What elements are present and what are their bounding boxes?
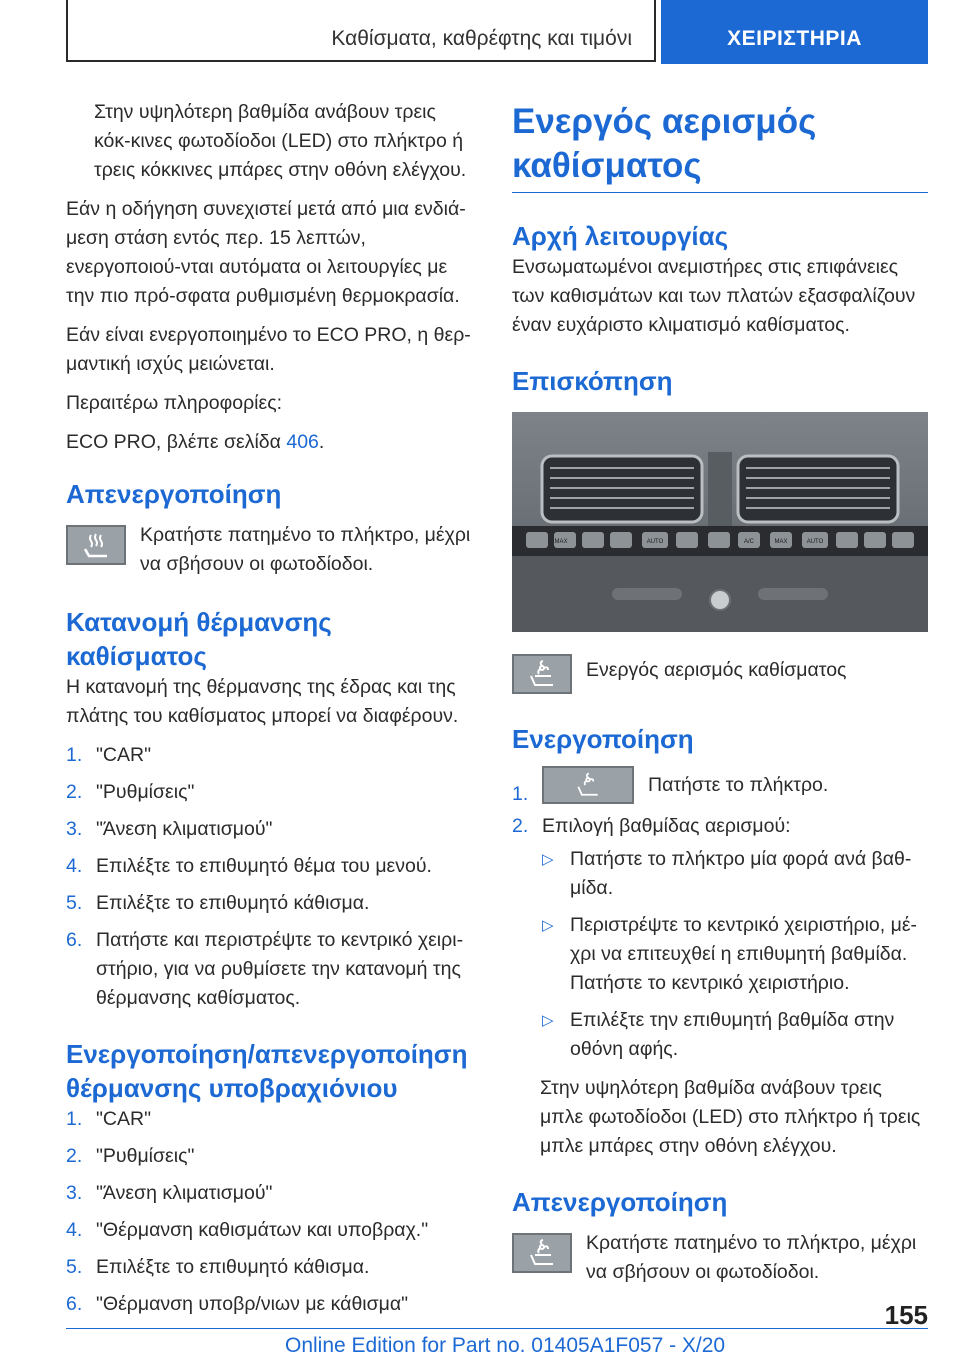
paragraph: Στην υψηλότερη βαθμίδα ανάβουν τρεις κόκ‐κινες φωτοδίοδοι (LED) στο πλήκτρο ή τρεις κόκκινες μπάρες στην οθόνη ελέγχου. bbox=[94, 101, 467, 181]
seat-heating-icon bbox=[66, 525, 126, 565]
list-item: 2. "Ρυθμίσεις" bbox=[66, 781, 195, 803]
icon-caption: Ενεργός αερισμός καθίσματος bbox=[586, 659, 847, 681]
paragraph: Εάν η οδήγηση συνεχιστεί μετά από μια ενδιά‐μεση στάση εντός περ. 15 λεπτών, ενεργοποιού‐νται αυτόματα οι λειτουργίες με την πιο πρό‐σφατα ρυθμισμένη θερμοκρασία. bbox=[66, 198, 466, 307]
cross-ref-end: . bbox=[318, 431, 325, 453]
paragraph: Περαιτέρω πληροφορίες: bbox=[66, 392, 283, 414]
triangle-bullet-icon: ▷ bbox=[542, 851, 554, 868]
deactivation-text: Κρατήστε πατημένο το πλήκτρο, μέχρι να σβήσουν οι φωτοδίοδοι. bbox=[140, 524, 471, 575]
deactivation-row bbox=[66, 521, 476, 579]
chapter-tab-label: ΧΕΙΡΙΣΤΗΡΙΑ bbox=[727, 27, 862, 50]
section-title: Καθίσματα, καθρέφτης και τιμόνι bbox=[331, 27, 632, 50]
section-heading: Επισκόπηση bbox=[512, 366, 673, 396]
list-item: 5. Επιλέξτε το επιθυμητό κάθισμα. bbox=[66, 1256, 370, 1278]
section-heading: Ενεργοποίηση bbox=[512, 724, 694, 754]
armrest-steps bbox=[66, 1105, 476, 1319]
photo-button-label: AUTO bbox=[806, 539, 824, 545]
list-item: 4. Επιλέξτε το επιθυμητό θέμα του μενού. bbox=[66, 855, 432, 877]
deactivation-text: Κρατήστε πατημένο το πλήκτρο, μέχρι να σβήσουν οι φωτοδίοδοι. bbox=[586, 1232, 917, 1283]
left-column bbox=[66, 98, 476, 1329]
sub-list-item: ▷ Πατήστε το πλήκτρο μία φορά ανά βαθ‐μίδα. bbox=[542, 845, 928, 903]
sub-list-item: ▷ Επιλέξτε την επιθυμητή βαθμίδα στην οθόνη αφής. bbox=[542, 1006, 928, 1064]
list-item: 2. "Ρυθμίσεις" bbox=[66, 1145, 195, 1167]
seat-ventilation-icon bbox=[542, 766, 634, 804]
list-item: 4. "Θέρμανση καθισμάτων και υποβραχ." bbox=[66, 1219, 429, 1241]
chapter-tab[interactable] bbox=[661, 0, 928, 64]
list-item: 6. "Θέρμανση υποβρ/νιων με κάθισμα" bbox=[66, 1293, 409, 1315]
dashboard-photo bbox=[512, 412, 928, 632]
icon-caption-row bbox=[512, 650, 928, 694]
page-number: 155 bbox=[884, 1300, 928, 1330]
triangle-bullet-icon: ▷ bbox=[542, 917, 554, 934]
paragraph: Ενσωματωμένοι ανεμιστήρες στις επιφάνειες των καθισμάτων και των πλατών εξασφαλίζουν έναν ευχάριστο κλιματισμό καθίσματος. bbox=[512, 256, 916, 336]
list-item: 6. Πατήστε και περιστρέψτε το κεντρικό χειρι‐στήριο, για να ρυθμίσετε την κατανομή της θέρμανσης καθίσματος. bbox=[66, 929, 464, 1009]
paragraph bbox=[66, 428, 476, 457]
list-item: 3. "Άνεση κλιματισμού" bbox=[66, 1182, 273, 1204]
paragraph: Στην υψηλότερη βαθμίδα ανάβουν τρεις μπλε φωτοδίοδοι (LED) στο πλήκτρο ή τρεις μπλε μπάρες στην οθόνη ελέγχου. bbox=[540, 1077, 921, 1157]
main-title-block bbox=[512, 100, 928, 193]
activation-steps bbox=[512, 766, 928, 1064]
list-item: 1. "CAR" bbox=[66, 1108, 152, 1130]
right-column bbox=[512, 100, 928, 1299]
page-header bbox=[66, 0, 928, 64]
activation-sub-list bbox=[542, 845, 928, 1064]
seat-ventilation-icon bbox=[512, 1233, 572, 1273]
photo-button-label: AUTO bbox=[646, 539, 664, 545]
triangle-bullet-icon: ▷ bbox=[542, 1012, 554, 1029]
section-heading: Κατανομή θέρμανσης καθίσματος bbox=[66, 607, 332, 671]
photo-button-label: MAX bbox=[554, 539, 568, 545]
seat-ventilation-icon bbox=[512, 654, 572, 694]
distribution-steps bbox=[66, 741, 476, 1013]
page-title: Ενεργός αερισμός καθίσματος bbox=[512, 102, 817, 185]
paragraph: Εάν είναι ενεργοποιημένο το ECO PRO, η θερ‐μαντική ισχύς μειώνεται. bbox=[66, 324, 471, 375]
deactivation-row bbox=[512, 1229, 928, 1287]
list-item: 2. Επιλογή βαθμίδας αερισμού: ▷ Πατήστε το πλήκτρο μία φορά ανά βαθ‐μίδα. ▷ Περιστρέψτε το κεντρικό χειριστήριο, μέ‐χρι να επιτευχθεί η επιθυμητή βαθμίδα. Πατήστε το κεντρικό χειριστήριο. ▷ Επιλέξτε την επιθυμητή βαθμίδα στην οθόνη αφής. bbox=[512, 812, 928, 1064]
list-item: 1. Πατήστε το πλήκτρο. bbox=[512, 766, 928, 804]
list-item: 3. "Άνεση κλιματισμού" bbox=[66, 818, 273, 840]
photo-button-label: MAX bbox=[774, 539, 788, 545]
footer-edition: Online Edition for Part no. 01405A1F057 - X/20 bbox=[285, 1334, 726, 1357]
list-item: 5. Επιλέξτε το επιθυμητό κάθισμα. bbox=[66, 892, 370, 914]
section-heading: Ενεργοποίηση/απενεργοποίηση θέρμανσης υποβραχιόνιου bbox=[66, 1039, 468, 1103]
list-item: 1. "CAR" bbox=[66, 744, 152, 766]
section-header bbox=[66, 0, 656, 62]
photo-button-label: A/C bbox=[743, 539, 755, 545]
sub-list-item: ▷ Περιστρέψτε το κεντρικό χειριστήριο, μέ‐χρι να επιτευχθεί η επιθυμητή βαθμίδα. Πατήστε το κεντρικό χειριστήριο. bbox=[542, 911, 928, 998]
section-heading: Αρχή λειτουργίας bbox=[512, 221, 729, 251]
footer-divider bbox=[66, 1328, 928, 1329]
cross-ref-text: ECO PRO, βλέπε σελίδα bbox=[66, 431, 287, 453]
paragraph: Η κατανομή της θέρμανσης της έδρας και της πλάτης του καθίσματος μπορεί να διαφέρουν. bbox=[66, 676, 459, 727]
section-heading: Απενεργοποίηση bbox=[66, 479, 282, 509]
section-heading: Απενεργοποίηση bbox=[512, 1187, 728, 1217]
page-link[interactable]: 406 bbox=[286, 431, 319, 453]
